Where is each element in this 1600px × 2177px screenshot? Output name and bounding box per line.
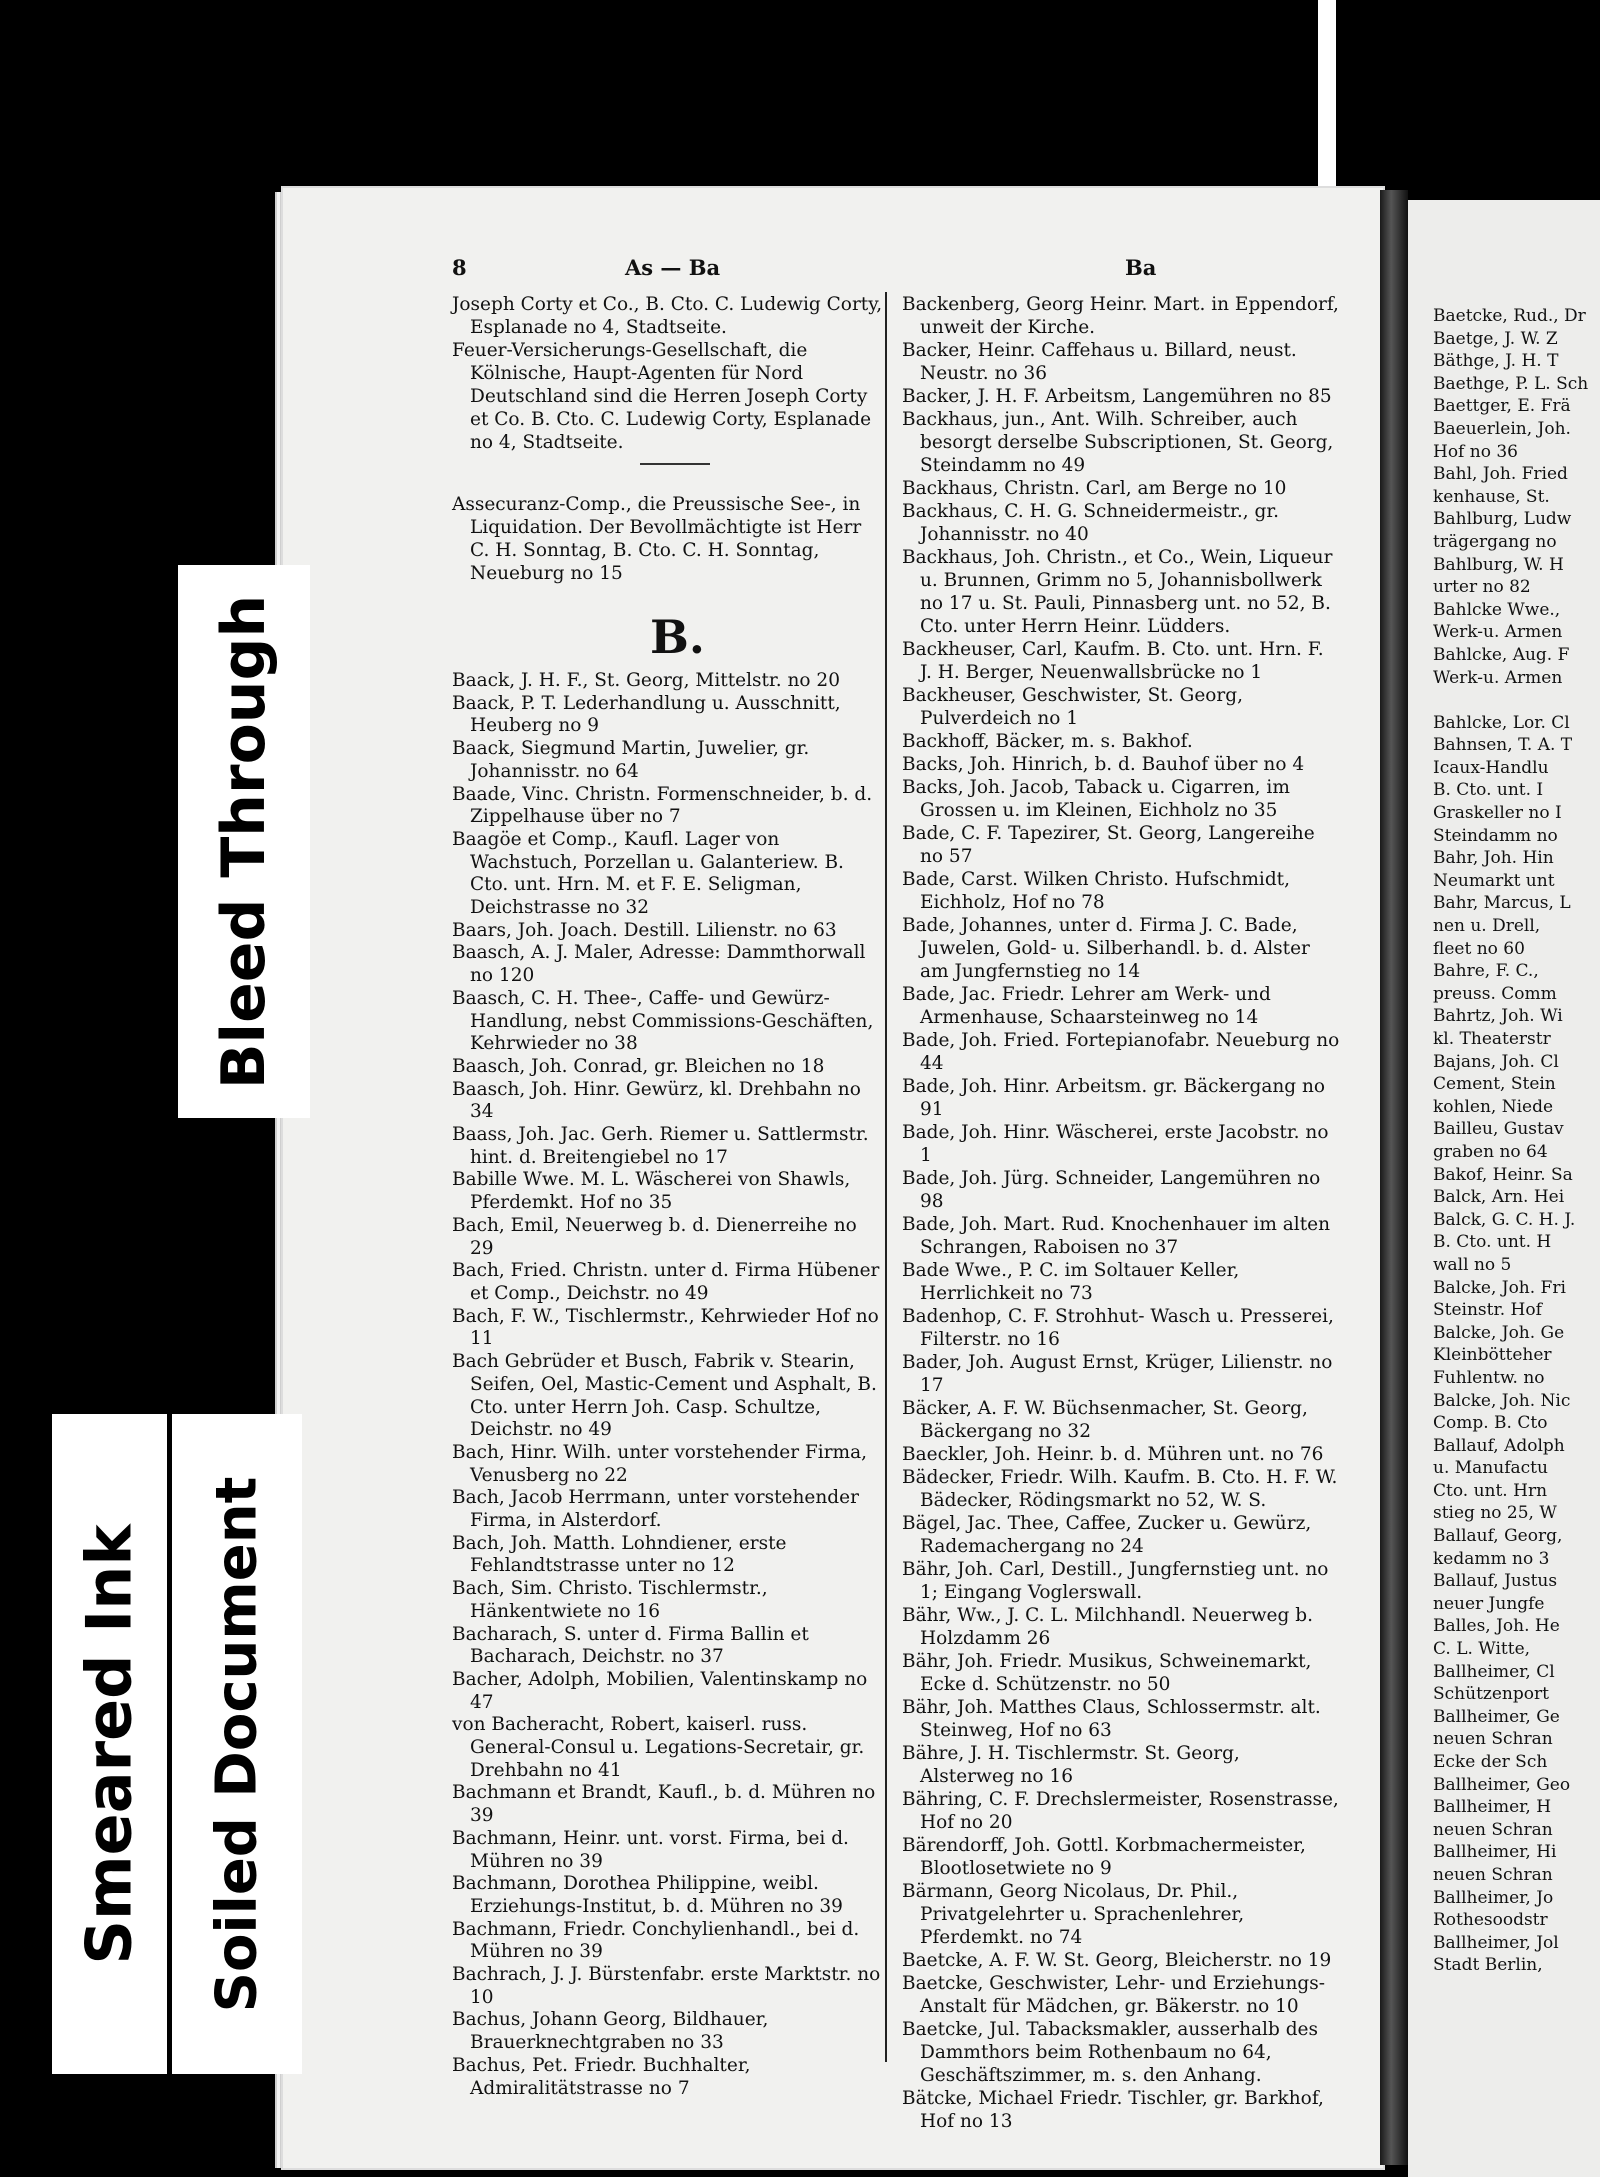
- directory-entry: neuer Jungfe: [1433, 1593, 1545, 1614]
- directory-entry: Baasch, C. H. Thee-, Caffe- und Gewürz-Handlung, nebst Commissions-Geschäften, Kehrwieder no 38: [452, 987, 874, 1055]
- directory-entry: Bade, Joh. Hinr. Wäscherei, erste Jacobstr. no 1: [902, 1122, 1329, 1166]
- directory-entry: Balles, Joh. He: [1433, 1616, 1560, 1637]
- directory-entry: Bärmann, Georg Nicolaus, Dr. Phil., Privatgelehrter u. Sprachenlehrer, Pferdemkt. no 74: [902, 1881, 1245, 1948]
- directory-entry: Ballheimer, H: [1433, 1797, 1552, 1818]
- directory-entry: Ballheimer, Geo: [1433, 1774, 1571, 1795]
- directory-entry: Graskeller no I: [1433, 803, 1562, 824]
- directory-entry: Baasch, Joh. Hinr. Gewürz, kl. Drehbahn no 34: [452, 1078, 861, 1123]
- directory-entry: Ballheimer, Ge: [1433, 1706, 1560, 1727]
- directory-entry: Baade, Vinc. Christn. Formenschneider, b. d. Zippelhause über no 7: [452, 783, 873, 828]
- directory-entry: Backhaus, Christn. Carl, am Berge no 10: [902, 478, 1287, 499]
- adjacent-page-column: [1433, 305, 1600, 1977]
- directory-entry: Bachmann et Brandt, Kaufl., b. d. Mühren no 39: [452, 1782, 876, 1827]
- directory-entry: Stadt Berlin,: [1433, 1955, 1543, 1976]
- directory-entry: C. L. Witte,: [1433, 1639, 1531, 1660]
- smeared-ink-label: [52, 1414, 167, 2074]
- left-top-column: [452, 293, 884, 454]
- directory-entry: Cement, Stein: [1433, 1074, 1556, 1095]
- directory-entry: neuen Schran: [1433, 1864, 1553, 1885]
- directory-entry: Bachmann, Friedr. Conchylienhandl., bei d. Mühren no 39: [452, 1918, 860, 1963]
- directory-entry: Joseph Corty et Co., B. Cto. C. Ludewig Corty, Esplanade no 4, Stadtseite.: [452, 294, 883, 338]
- directory-entry: Bach, Fried. Christn. unter d. Firma Hübener et Comp., Deichstr. no 49: [452, 1260, 880, 1304]
- bleed-through-label: [178, 565, 310, 1118]
- directory-entry: Werk-u. Armen: [1433, 667, 1563, 688]
- directory-entry: Hof no 36: [1433, 441, 1518, 462]
- directory-entry: Baack, J. H. F., St. Georg, Mittelstr. no 20: [452, 670, 840, 691]
- directory-entry: Werk-u. Armen: [1433, 622, 1563, 643]
- directory-entry: Ballheimer, Jo: [1433, 1887, 1554, 1908]
- directory-entry: kenhause, St.: [1433, 486, 1550, 507]
- directory-entry: Balcke, Joh. Fri: [1433, 1277, 1566, 1298]
- directory-entry: Bachus, Johann Georg, Bildhauer, Brauerknechtgraben no 33: [452, 2009, 769, 2054]
- directory-entry: Bäcker, A. F. W. Büchsenmacher, St. Georg, Bäckergang no 32: [902, 1398, 1308, 1442]
- left-b-column: [452, 670, 884, 2100]
- directory-entry: u. Manufactu: [1433, 1458, 1548, 1479]
- directory-entry: Bach Gebrüder et Busch, Fabrik v. Stearin, Seifen, Oel, Mastic-Cement und Asphalt, B. Cto. unter Herrn Joh. Casp. Schultze, Deichstr. no 49: [452, 1351, 877, 1441]
- directory-entry: Bachrach, J. J. Bürstenfabr. erste Marktstr. no 10: [452, 1964, 881, 2008]
- directory-entry: Bähring, C. F. Drechslermeister, Rosenstrasse, Hof no 20: [902, 1789, 1339, 1833]
- directory-entry: Balcke, Joh. Ge: [1433, 1322, 1565, 1343]
- directory-entry: Bade, Carst. Wilken Christo. Hufschmidt, Eichholz, Hof no 78: [902, 869, 1290, 913]
- directory-entry: Baars, Joh. Joach. Destill. Lilienstr. no 63: [452, 919, 837, 941]
- directory-entry: neuen Schran: [1433, 1729, 1553, 1750]
- directory-entry: Fuhlentw. no: [1433, 1367, 1545, 1388]
- directory-entry: Bahlcke, Aug. F: [1433, 644, 1570, 665]
- directory-entry: Backhaus, jun., Ant. Wilh. Schreiber, auch besorgt derselbe Subscriptionen, St. Georg, Steindamm no 49: [902, 409, 1334, 476]
- directory-entry: Bahr, Joh. Hin: [1433, 848, 1554, 869]
- directory-entry: stieg no 25, W: [1433, 1503, 1557, 1524]
- edge-strip: [1318, 0, 1336, 190]
- directory-entry: preuss. Comm: [1433, 983, 1557, 1004]
- directory-entry: Bach, F. W., Tischlermstr., Kehrwieder Hof no 11: [452, 1305, 879, 1350]
- directory-entry: Badenhop, C. F. Strohhut- Wasch u. Presserei, Filterstr. no 16: [902, 1306, 1334, 1350]
- directory-entry: Bacharach, S. unter d. Firma Ballin et Bacharach, Deichstr. no 37: [452, 1623, 809, 1668]
- directory-entry: Bähr, Joh. Matthes Claus, Schlossermstr. alt. Steinweg, Hof no 63: [902, 1697, 1321, 1741]
- directory-entry: Baasch, A. J. Maler, Adresse: Dammthorwall no 120: [452, 942, 866, 987]
- directory-entry: Bahlcke Wwe.,: [1433, 599, 1561, 620]
- directory-entry: nen u. Drell,: [1433, 916, 1541, 937]
- directory-entry: Bach, Hinr. Wilh. unter vorstehender Firma, Venusberg no 22: [452, 1441, 867, 1486]
- directory-entry: graben no 64: [1433, 1141, 1548, 1162]
- directory-entry: [1433, 689, 1600, 712]
- directory-entry: Bahlcke, Lor. Cl: [1433, 712, 1570, 733]
- directory-entry: Ballauf, Justus: [1433, 1571, 1558, 1592]
- directory-entry: Bachus, Pet. Friedr. Buchhalter, Admiralitätstrasse no 7: [452, 2054, 751, 2099]
- book-gutter: [1380, 190, 1408, 2165]
- directory-entry: Bahr, Marcus, L: [1433, 893, 1571, 914]
- directory-entry: Cto. unt. Hrn: [1433, 1480, 1548, 1501]
- directory-entry: Bach, Emil, Neuerweg b. d. Dienerreihe no 29: [452, 1214, 857, 1259]
- directory-entry: Bähr, Joh. Friedr. Musikus, Schweinemarkt, Ecke d. Schützenstr. no 50: [902, 1651, 1312, 1695]
- right-running-head: Ba: [1125, 255, 1157, 280]
- directory-entry: Bähr, Joh. Carl, Destill., Jungfernstieg unt. no 1; Eingang Voglerswall.: [902, 1559, 1329, 1603]
- directory-entry: Balck, G. C. H. J.: [1433, 1209, 1576, 1230]
- directory-entry: Bade, Joh. Mart. Rud. Knochenhauer im alten Schrangen, Raboisen no 37: [902, 1214, 1330, 1258]
- directory-entry: Bade, Joh. Hinr. Arbeitsm. gr. Bäckergang no 91: [902, 1076, 1326, 1120]
- directory-entry: Schützenport: [1433, 1684, 1549, 1705]
- directory-entry: trägergang no: [1433, 531, 1557, 552]
- directory-entry: Ecke der Sch: [1433, 1752, 1548, 1772]
- middle-column: [902, 293, 1340, 2133]
- directory-entry: Bakof, Heinr. Sa: [1433, 1164, 1573, 1185]
- directory-entry: Baasch, Joh. Conrad, gr. Bleichen no 18: [452, 1055, 825, 1077]
- directory-entry: kohlen, Niede: [1433, 1096, 1554, 1117]
- directory-entry: Ballheimer, Hi: [1433, 1842, 1557, 1863]
- directory-entry: Baetcke, Rud., Dr: [1433, 306, 1586, 326]
- directory-entry: neuen Schran: [1433, 1819, 1553, 1840]
- directory-entry: Backs, Joh. Hinrich, b. d. Bauhof über no 4: [902, 754, 1305, 775]
- directory-entry: Baeckler, Joh. Heinr. b. d. Mühren unt. no 76: [902, 1444, 1324, 1465]
- directory-entry: Backhaus, Joh. Christn., et Co., Wein, Liqueur u. Brunnen, Grimm no 5, Johannisbollwerk no 17 u. St. Pauli, Pinnasberg unt. no 52, B. Cto. unter Herrn Heinr. Lüdders.: [902, 547, 1333, 637]
- directory-entry: Neumarkt unt: [1433, 870, 1555, 891]
- directory-entry: Feuer-Versicherungs-Gesellschaft, die Kölnische, Haupt-Agenten für Nord Deutschland sind die Herren Joseph Corty et Co. B. Cto. C. Ludewig Corty, Esplanade no 4, Stadtseite.: [452, 340, 872, 453]
- directory-entry: Bätcke, Michael Friedr. Tischler, gr. Barkhof, Hof no 13: [902, 2088, 1324, 2132]
- directory-entry: Ballheimer, Jol: [1433, 1932, 1559, 1953]
- directory-entry: Bahrtz, Joh. Wi: [1433, 1006, 1563, 1027]
- directory-entry: kedamm no 3: [1433, 1548, 1550, 1569]
- directory-entry: Bahlburg, W. H: [1433, 554, 1564, 575]
- directory-entry: Backhaus, C. H. G. Schneidermeistr., gr. Johannisstr. no 40: [902, 501, 1280, 545]
- directory-entry: Bäthge, J. H. T: [1433, 351, 1559, 372]
- directory-entry: Baack, P. T. Lederhandlung u. Ausschnitt, Heuberg no 9: [452, 692, 841, 737]
- directory-entry: Bahlburg, Ludw: [1433, 509, 1572, 530]
- directory-entry: Rothesoodstr: [1433, 1910, 1548, 1931]
- directory-entry: Baethge, P. L. Sch: [1433, 373, 1589, 394]
- left-running-head: As — Ba: [625, 255, 721, 280]
- directory-entry: Baass, Joh. Jac. Gerh. Riemer u. Sattlermstr. hint. d. Breitengiebel no 17: [452, 1124, 869, 1168]
- directory-entry: urter no 82: [1433, 577, 1531, 598]
- directory-entry: Ballauf, Georg,: [1433, 1526, 1563, 1547]
- directory-entry: B. Cto. unt. H: [1433, 1232, 1552, 1253]
- directory-entry: Balck, Arn. Hei: [1433, 1187, 1565, 1208]
- directory-entry: Bähr, Ww., J. C. L. Milchhandl. Neuerweg b. Holzdamm 26: [902, 1605, 1313, 1649]
- directory-entry: B. Cto. unt. I: [1433, 780, 1544, 801]
- directory-entry: Bailleu, Gustav: [1433, 1119, 1564, 1140]
- directory-entry: Babille Wwe. M. L. Wäscherei von Shawls, Pferdemkt. Hof no 35: [452, 1169, 851, 1214]
- directory-entry: Baetcke, Geschwister, Lehr- und Erziehungs-Anstalt für Mädchen, gr. Bäkerstr. no 10: [902, 1973, 1325, 2017]
- directory-entry: Bach, Jacob Herrmann, unter vorstehender Firma, in Alsterdorf.: [452, 1487, 859, 1532]
- directory-entry: Steinstr. Hof: [1433, 1300, 1542, 1321]
- directory-entry: Steindamm no: [1433, 825, 1558, 846]
- directory-entry: Bähre, J. H. Tischlermstr. St. Georg, Alsterweg no 16: [902, 1743, 1240, 1787]
- directory-entry: Baack, Siegmund Martin, Juwelier, gr. Johannisstr. no 64: [452, 738, 810, 782]
- directory-entry: Baagöe et Comp., Kaufl. Lager von Wachstuch, Porzellan u. Galanteriew. B. Cto. unt. Hrn. M. et F. E. Seligman, Deichstrasse no 32: [452, 828, 844, 919]
- directory-entry: Backheuser, Carl, Kaufm. B. Cto. unt. Hrn. F. J. H. Berger, Neuenwallsbrücke no 1: [902, 639, 1324, 683]
- directory-entry: Backer, Heinr. Caffehaus u. Billard, neust. Neustr. no 36: [902, 340, 1297, 384]
- directory-entry: Baetcke, A. F. W. St. Georg, Bleicherstr. no 19: [902, 1950, 1332, 1971]
- directory-entry: Baetcke, Jul. Tabacksmakler, ausserhalb des Dammthors beim Rothenbaum no 64, Geschäftszimmer, m. s. den Anhang.: [902, 2019, 1318, 2086]
- directory-entry: fleet no 60: [1433, 938, 1525, 959]
- directory-entry: Baetge, J. W. Z: [1433, 328, 1558, 349]
- bleed-through-text: Bleed Through: [209, 594, 280, 1089]
- directory-entry: Icaux-Handlu: [1433, 757, 1549, 778]
- directory-entry: Bade, Johannes, unter d. Firma J. C. Bade, Juwelen, Gold- u. Silberhandl. b. d. Alster am Jungfernstieg no 14: [902, 915, 1310, 982]
- directory-entry: Backenberg, Georg Heinr. Mart. in Eppendorf, unweit der Kirche.: [902, 294, 1339, 338]
- directory-entry: Bachmann, Heinr. unt. vorst. Firma, bei d. Mühren no 39: [452, 1827, 849, 1872]
- directory-entry: Bade, C. F. Tapezirer, St. Georg, Langereihe no 57: [902, 823, 1315, 867]
- directory-entry: Bachmann, Dorothea Philippine, weibl. Erziehungs-Institut, b. d. Mühren no 39: [452, 1873, 843, 1917]
- directory-entry: Bade, Joh. Fried. Fortepianofabr. Neueburg no 44: [902, 1030, 1340, 1074]
- soiled-document-label: [172, 1414, 302, 2074]
- smeared-ink-text: Smeared Ink: [73, 1523, 146, 1965]
- directory-entry: Backheuser, Geschwister, St. Georg, Pulverdeich no 1: [902, 685, 1243, 729]
- page-number: 8: [452, 255, 467, 280]
- directory-entry: Bärendorff, Joh. Gottl. Korbmachermeister, Blootlosetwiete no 9: [902, 1835, 1306, 1879]
- directory-entry: Backs, Joh. Jacob, Taback u. Cigarren, im Grossen u. im Kleinen, Eichholz no 35: [902, 777, 1290, 821]
- directory-entry: Bägel, Jac. Thee, Caffee, Zucker u. Gewürz, Rademachergang no 24: [902, 1513, 1312, 1557]
- directory-entry: Balcke, Joh. Nic: [1433, 1390, 1571, 1411]
- directory-entry: Backhoff, Bäcker, m. s. Bakhof.: [902, 731, 1193, 752]
- assecuranz-block: [452, 493, 884, 585]
- directory-entry: Bacher, Adolph, Mobilien, Valentinskamp no 47: [452, 1668, 868, 1713]
- soiled-document-text: Soiled Document: [204, 1476, 270, 2012]
- directory-entry: kl. Theaterstr: [1433, 1029, 1551, 1049]
- directory-entry: Bach, Sim. Christo. Tischlermstr., Hänkentwiete no 16: [452, 1578, 768, 1622]
- directory-entry: Ballheimer, Cl: [1433, 1661, 1555, 1682]
- directory-entry: Bader, Joh. August Ernst, Krüger, Lilienstr. no 17: [902, 1352, 1333, 1396]
- directory-entry: Baeuerlein, Joh.: [1433, 418, 1571, 439]
- directory-entry: Baettger, E. Frä: [1433, 396, 1571, 417]
- directory-entry: Bädecker, Friedr. Wilh. Kaufm. B. Cto. H. F. W. Bädecker, Rödingsmarkt no 52, W. S.: [902, 1467, 1338, 1511]
- directory-entry: wall no 5: [1433, 1254, 1512, 1275]
- directory-entry: Bahnsen, T. A. T: [1433, 735, 1573, 756]
- directory-entry: Bade, Jac. Friedr. Lehrer am Werk- und Armenhause, Schaarsteinweg no 14: [902, 984, 1271, 1028]
- directory-entry: Ballauf, Adolph: [1433, 1435, 1565, 1456]
- directory-entry: Kleinbötteher: [1433, 1345, 1552, 1366]
- column-rule: [885, 292, 887, 2062]
- section-letter: B.: [650, 610, 705, 664]
- directory-entry: Bade Wwe., P. C. im Soltauer Keller, Herrlichkeit no 73: [902, 1260, 1240, 1304]
- directory-entry: von Bacheracht, Robert, kaiserl. russ. General-Consul u. Legations-Secretair, gr. Drehbahn no 41: [452, 1714, 865, 1781]
- directory-entry: Bahl, Joh. Fried: [1433, 464, 1568, 485]
- section-separator: [640, 463, 710, 465]
- directory-entry: Backer, J. H. F. Arbeitsm, Langemühren no 85: [902, 386, 1332, 407]
- directory-entry: Bajans, Joh. Cl: [1433, 1051, 1559, 1072]
- directory-entry: Bach, Joh. Matth. Lohndiener, erste Fehlandtstrasse unter no 12: [452, 1532, 787, 1577]
- directory-entry: Comp. B. Cto: [1433, 1413, 1548, 1434]
- directory-entry: Bade, Joh. Jürg. Schneider, Langemühren no 98: [902, 1168, 1321, 1212]
- directory-entry: Bahre, F. C.,: [1433, 961, 1539, 982]
- directory-entry: Assecuranz-Comp., die Preussische See-, in Liquidation. Der Bevollmächtigte ist Herr C. H. Sonntag, B. Cto. C. H. Sonntag, Neueburg no 15: [452, 494, 862, 584]
